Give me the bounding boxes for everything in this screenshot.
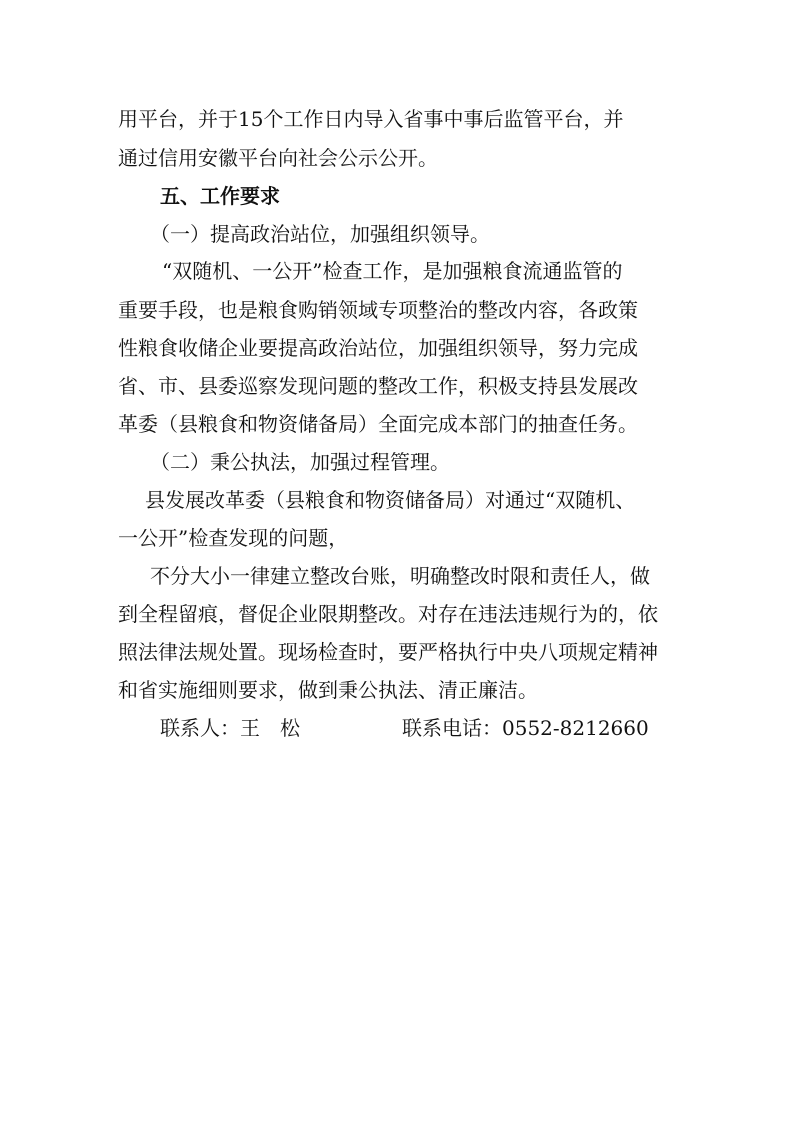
paragraph-line: 一公开”检查发现的问题， (118, 526, 349, 550)
contact-line (160, 713, 300, 743)
paragraph-line: 革委（县粮食和物资储备局）全面完成本部门的抽查任务。 (118, 412, 638, 436)
paragraph-line: 县发展改革委（县粮食和物资储备局）对通过“双随机、 (145, 488, 636, 512)
paragraph-line: 和省实施细则要求，做到秉公执法、清正廉洁。 (118, 678, 538, 702)
paragraph-line: 用平台，并于15个工作日内导入省事中事后监管平台，并 (118, 107, 624, 131)
paragraph-line: 到全程留痕，督促企业限期整改。对存在违法违规行为的，依 (118, 602, 658, 626)
subsection-heading: （一）提高政治站位，加强组织领导。 (150, 222, 490, 246)
contact-name: 王 松 (240, 716, 300, 740)
subsection-heading: （二）秉公执法，加强过程管理。 (150, 450, 450, 474)
paragraph-line: 性粮食收储企业要提高政治站位，加强组织领导，努力完成 (118, 336, 638, 360)
paragraph-line: 通过信用安徽平台向社会公示公开。 (118, 146, 438, 170)
contact-label: 联系人： (160, 716, 240, 740)
section-heading: 五、工作要求 (160, 184, 280, 208)
paragraph-line: 照法律法规处置。现场检查时，要严格执行中央八项规定精神 (118, 640, 658, 664)
phone-number: 0552-8212660 (502, 716, 649, 740)
paragraph-line: 不分大小一律建立整改台账，明确整改时限和责任人，做 (150, 564, 650, 588)
paragraph-line: 省、市、县委巡察发现问题的整改工作，积极支持县发展改 (118, 374, 638, 398)
phone-line (402, 713, 649, 743)
paragraph-line: “双随机、一公开”检查工作，是加强粮食流通监管的 (162, 259, 623, 283)
paragraph-line: 重要手段，也是粮食购销领域专项整治的整改内容，各政策 (118, 298, 638, 322)
phone-label: 联系电话： (402, 716, 502, 740)
